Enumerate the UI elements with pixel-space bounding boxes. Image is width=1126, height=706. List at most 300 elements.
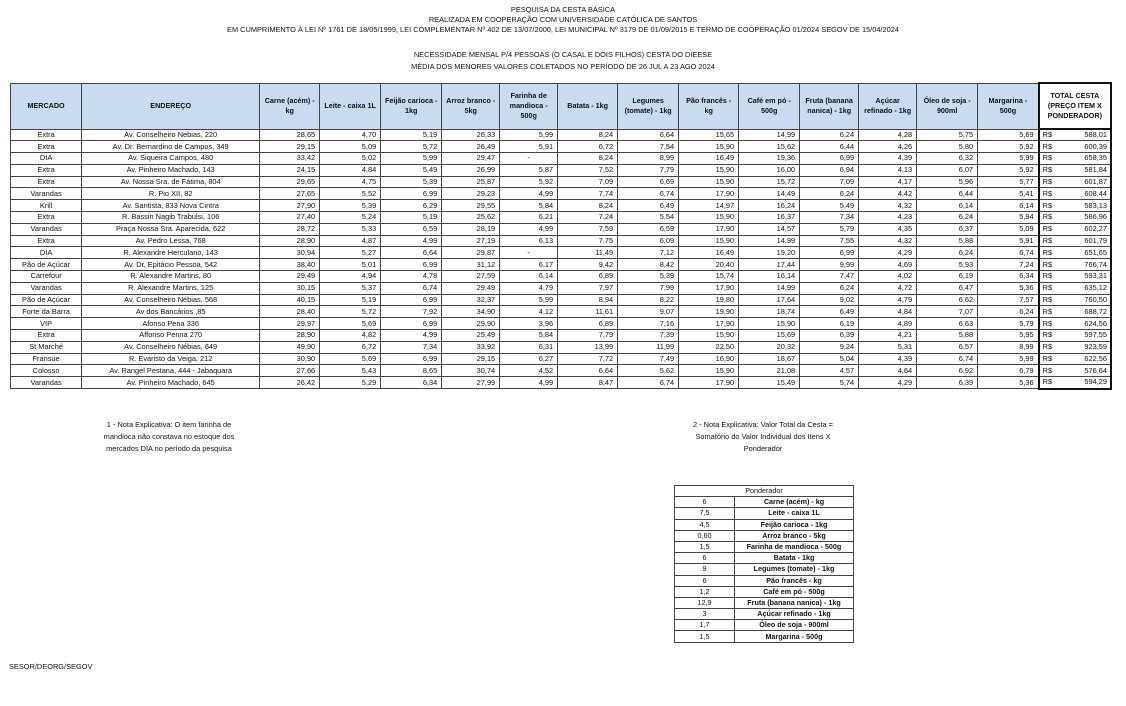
ponderador-item-name: Açúcar refinado - 1kg — [735, 609, 854, 620]
price-cell: 16,49 — [679, 247, 739, 259]
header-subtitle: REALIZADA EM COOPERAÇÃO COM UNIVERSIDADE CATÓLICA DE SANTOS — [428, 15, 698, 24]
price-cell: 18,74 — [739, 306, 800, 318]
currency-symbol: R$ — [1042, 330, 1053, 340]
price-cell: 27,19 — [442, 235, 500, 247]
price-cell: 30,90 — [260, 353, 320, 365]
ponderador-item-name: Arroz branco - 5kg — [735, 530, 854, 541]
price-cell: 15,90 — [679, 176, 739, 188]
ponderador-item-name: Feijão carioca - 1kg — [735, 519, 854, 530]
price-cell: 26,99 — [442, 164, 500, 176]
price-cell: 5,49 — [800, 200, 859, 212]
price-cell: 4,75 — [320, 176, 381, 188]
price-cell: 4,39 — [859, 353, 917, 365]
table-row — [11, 330, 1112, 342]
ponderador-item-name: Margarina - 500g — [735, 631, 854, 642]
price-cell: 15,90 — [679, 164, 739, 176]
market-cell: Carrefour — [11, 271, 82, 283]
price-cell: 6,21 — [500, 212, 558, 224]
address-cell: Av. Nossa Sra. de Fátima, 804 — [82, 176, 260, 188]
price-cell: 28,72 — [260, 223, 320, 235]
price-cell: 8,24 — [558, 200, 618, 212]
price-cell: 6,24 — [800, 282, 859, 294]
price-cell: 5,99 — [500, 129, 558, 141]
total-value: 576,64 — [1084, 365, 1107, 375]
ponderador-row — [675, 586, 854, 597]
price-cell: 4,82 — [320, 330, 381, 342]
price-cell: 14,49 — [739, 188, 800, 200]
market-cell: Varandas — [11, 223, 82, 235]
price-cell: 11,49 — [558, 247, 618, 259]
column-header-total: TOTAL CESTA (PREÇO ITEM X PONDERADOR) — [1039, 83, 1111, 129]
price-cell: 5,29 — [320, 377, 381, 389]
price-cell: 6,99 — [800, 247, 859, 259]
currency-symbol: R$ — [1042, 224, 1053, 234]
price-cell: 8,99 — [618, 153, 679, 165]
price-cell: 14,99 — [739, 282, 800, 294]
price-cell: 5,92 — [978, 141, 1039, 153]
price-cell: 29,65 — [260, 176, 320, 188]
column-header: Café em pó - 500g — [739, 83, 800, 129]
ponderador-header-row — [675, 486, 854, 497]
price-cell: 6,09 — [618, 235, 679, 247]
price-cell: 5,02 — [320, 153, 381, 165]
total-cell — [1039, 235, 1111, 247]
price-cell: 15,90 — [739, 318, 800, 330]
ponderador-row — [675, 530, 854, 541]
address-cell: Av. Dr. Bernardino de Campos, 349 — [82, 141, 260, 153]
column-header: Margarina - 500g — [978, 83, 1039, 129]
ponderador-item-name: Carne (acém) - kg — [735, 497, 854, 508]
price-cell: 16,14 — [739, 271, 800, 283]
price-cell: 27,65 — [260, 188, 320, 200]
price-cell: 6,14 — [978, 200, 1039, 212]
market-cell: Forte da Barra — [11, 306, 82, 318]
price-cell: 4,87 — [320, 235, 381, 247]
currency-symbol: R$ — [1042, 342, 1053, 352]
price-cell: 6,79 — [978, 365, 1039, 377]
total-cell — [1039, 200, 1111, 212]
total-value: 766,74 — [1084, 259, 1107, 269]
total-value: 622,56 — [1084, 354, 1107, 364]
price-cell: 5,39 — [320, 200, 381, 212]
ponderador-row — [675, 609, 854, 620]
market-cell: Extra — [11, 129, 82, 141]
price-cell: 24,15 — [260, 164, 320, 176]
price-cell: 15,90 — [679, 330, 739, 342]
ponderador-weight: 1,2 — [675, 586, 735, 597]
total-value: 651,65 — [1084, 247, 1107, 257]
total-value: 923,59 — [1084, 342, 1107, 352]
price-cell: 6,34 — [978, 271, 1039, 283]
price-cell: 6,14 — [917, 200, 978, 212]
price-cell: 5,99 — [381, 153, 442, 165]
table-header-row — [11, 83, 1112, 129]
total-cell — [1039, 318, 1111, 330]
ponderador-title: Ponderador — [675, 486, 854, 497]
note-2-line: Somatório do Valor Individual dos Itens X — [695, 432, 831, 441]
price-cell: 5,19 — [320, 294, 381, 306]
price-cell: 29,90 — [442, 318, 500, 330]
price-cell: 6,37 — [917, 223, 978, 235]
price-cell: 5,69 — [320, 353, 381, 365]
price-cell: 19,80 — [679, 294, 739, 306]
price-cell: 6,89 — [558, 271, 618, 283]
ponderador-row — [675, 519, 854, 530]
total-value: 588,01 — [1084, 130, 1107, 140]
note-1-line: 1 - Nota Explicativa: O item farinha de — [106, 420, 232, 429]
address-cell: R. Evaristo da Veiga, 212 — [82, 353, 260, 365]
price-cell: 25,87 — [442, 176, 500, 188]
price-cell: 5,04 — [800, 353, 859, 365]
ponderador-weight: 1,5 — [675, 631, 735, 642]
header-legal-reference: EM CUMPRIMENTO À LEI Nº 1761 DE 18/05/1999, LEI COMPLEMENTAR Nº 402 DE 13/07/2000, LEI MUNICIPAL Nº 3179 DE 01/09/2015 E TERMO DE COOPERAÇÃO 01/2024 SEGOV DE 15/04/2024 — [227, 25, 899, 34]
market-cell: Colosso — [11, 365, 82, 377]
note-2 — [680, 419, 846, 455]
price-cell: 5,99 — [500, 294, 558, 306]
price-cell: 6,24 — [917, 247, 978, 259]
price-cell: 6,19 — [800, 318, 859, 330]
price-cell: 27,66 — [260, 365, 320, 377]
price-cell: 6,24 — [800, 129, 859, 141]
total-value: 635,12 — [1084, 283, 1107, 293]
total-value: 608,44 — [1084, 188, 1107, 198]
total-value: 600,39 — [1084, 141, 1107, 151]
ponderador-row — [675, 597, 854, 608]
price-cell: 29,87 — [442, 247, 500, 259]
address-cell: Av. Conselheiro Nebias, 220 — [82, 129, 260, 141]
price-cell: 5,87 — [500, 164, 558, 176]
price-cell: 9,07 — [618, 306, 679, 318]
price-cell: 17,90 — [679, 377, 739, 389]
price-cell: 7,39 — [618, 330, 679, 342]
price-cell: 6,94 — [800, 164, 859, 176]
price-cell: 11,99 — [618, 341, 679, 353]
price-cell: 6,74 — [381, 282, 442, 294]
table-row — [11, 164, 1112, 176]
price-cell: 4,32 — [859, 235, 917, 247]
price-cell: 6,59 — [618, 223, 679, 235]
price-cell: 6,99 — [800, 153, 859, 165]
total-cell — [1039, 176, 1111, 188]
price-cell: 7,07 — [917, 306, 978, 318]
price-cell: 5,84 — [500, 200, 558, 212]
ponderador-item-name: Café em pó - 500g — [735, 586, 854, 597]
price-cell: 4,32 — [859, 200, 917, 212]
price-cell: 15,72 — [739, 176, 800, 188]
table-row — [11, 200, 1112, 212]
price-cell: 26,49 — [442, 141, 500, 153]
currency-symbol: R$ — [1042, 365, 1053, 375]
column-header: Arroz branco - 5kg — [442, 83, 500, 129]
price-cell: 14,99 — [739, 235, 800, 247]
ponderador-weight: 4,5 — [675, 519, 735, 530]
price-cell: 5,79 — [800, 223, 859, 235]
price-cell: 29,49 — [260, 271, 320, 283]
market-cell: DIA — [11, 153, 82, 165]
address-cell: Afonso Pena 336 — [82, 318, 260, 330]
price-cell: 8,99 — [978, 341, 1039, 353]
currency-symbol: R$ — [1042, 236, 1053, 246]
price-cell: 5,91 — [978, 235, 1039, 247]
ponderador-item-name: Legumes (tomate) - 1kg — [735, 564, 854, 575]
price-cell: 7,16 — [618, 318, 679, 330]
price-cell: 7,09 — [558, 176, 618, 188]
price-cell: 5,88 — [917, 330, 978, 342]
price-cell: 6,39 — [800, 330, 859, 342]
price-cell: 6,07 — [917, 164, 978, 176]
price-cell: - — [500, 247, 558, 259]
market-cell: Extra — [11, 141, 82, 153]
address-cell: Av. Pinheiro Machado, 143 — [82, 164, 260, 176]
address-cell: R. Alexandre Herculano, 143 — [82, 247, 260, 259]
price-cell: 18,67 — [739, 353, 800, 365]
table-row — [11, 353, 1112, 365]
price-cell: 5,09 — [320, 141, 381, 153]
price-cell: 4,28 — [859, 129, 917, 141]
price-cell: 6,17 — [500, 259, 558, 271]
ponderador-table — [674, 485, 854, 643]
total-value: 594,29 — [1084, 377, 1107, 387]
price-cell: 6,99 — [381, 294, 442, 306]
price-cell: 5,79 — [978, 318, 1039, 330]
market-cell: Extra — [11, 330, 82, 342]
price-cell: 5,19 — [381, 129, 442, 141]
address-cell: Praça Nossa Sra. Aparecida, 622 — [82, 223, 260, 235]
price-cell: 4,69 — [859, 259, 917, 271]
table-row — [11, 318, 1112, 330]
market-cell: St Marché — [11, 341, 82, 353]
price-cell: 6,44 — [800, 141, 859, 153]
total-cell — [1039, 212, 1111, 224]
price-cell: 8,47 — [558, 377, 618, 389]
total-value: 593,31 — [1084, 271, 1107, 281]
ponderador-row — [675, 553, 854, 564]
price-cell: 5,36 — [978, 377, 1039, 389]
ponderador-row — [675, 575, 854, 586]
price-cell: 7,72 — [558, 353, 618, 365]
table-row — [11, 176, 1112, 188]
price-cell: 5,37 — [320, 282, 381, 294]
price-cell: 5,41 — [978, 188, 1039, 200]
price-cell: 4,84 — [859, 306, 917, 318]
price-cell: 6,62 — [917, 294, 978, 306]
total-cell — [1039, 365, 1111, 377]
total-cell — [1039, 223, 1111, 235]
total-cell — [1039, 282, 1111, 294]
price-cell: 5,69 — [978, 129, 1039, 141]
column-header: Pão francês - kg — [679, 83, 739, 129]
table-row — [11, 129, 1112, 141]
price-cell: 6,69 — [618, 176, 679, 188]
price-cell: 6,59 — [381, 223, 442, 235]
price-cell: 8,24 — [558, 153, 618, 165]
price-cell: 5,54 — [618, 212, 679, 224]
price-cell: 15,90 — [679, 141, 739, 153]
address-cell: R. Bassin Nagib Trabulsi, 106 — [82, 212, 260, 224]
address-cell: Av. Siqueira Campos, 480 — [82, 153, 260, 165]
ponderador-weight: 3 — [675, 609, 735, 620]
price-cell: 28,40 — [260, 306, 320, 318]
price-cell: 7,75 — [558, 235, 618, 247]
price-cell: 4,52 — [500, 365, 558, 377]
price-table — [10, 82, 1112, 390]
price-cell: 7,79 — [618, 164, 679, 176]
ponderador-weight: 6 — [675, 553, 735, 564]
price-cell: 7,52 — [558, 164, 618, 176]
ponderador-weight: 1,7 — [675, 620, 735, 631]
price-cell: 17,90 — [679, 223, 739, 235]
price-cell: 27,40 — [260, 212, 320, 224]
price-cell: 8,65 — [381, 365, 442, 377]
currency-symbol: R$ — [1042, 200, 1053, 210]
footer-department: SESOR/DEORG/SEGOV — [9, 662, 93, 671]
price-cell: 4,26 — [859, 141, 917, 153]
price-cell: 5,80 — [917, 141, 978, 153]
price-cell: 6,47 — [917, 282, 978, 294]
price-cell: 4,35 — [859, 223, 917, 235]
price-cell: 28,90 — [260, 330, 320, 342]
table-row — [11, 341, 1112, 353]
price-cell: 29,97 — [260, 318, 320, 330]
price-cell: 6,64 — [558, 365, 618, 377]
column-header: Feijão carioca - 1kg — [381, 83, 442, 129]
price-cell: 6,72 — [558, 141, 618, 153]
price-cell: 31,12 — [442, 259, 500, 271]
price-cell: 4,70 — [320, 129, 381, 141]
price-cell: 5,77 — [978, 176, 1039, 188]
market-cell: Krill — [11, 200, 82, 212]
price-cell: 7,47 — [800, 271, 859, 283]
price-cell: 5,09 — [978, 223, 1039, 235]
price-cell: 7,74 — [558, 188, 618, 200]
price-cell: 9,02 — [800, 294, 859, 306]
price-cell: 26,42 — [260, 377, 320, 389]
ponderador-row — [675, 631, 854, 642]
price-cell: 30,74 — [442, 365, 500, 377]
price-cell: 15,49 — [739, 377, 800, 389]
price-cell: 32,37 — [442, 294, 500, 306]
total-value: 602,27 — [1084, 224, 1107, 234]
price-cell: 19,36 — [739, 153, 800, 165]
price-cell: 29,23 — [442, 188, 500, 200]
currency-symbol: R$ — [1042, 130, 1053, 140]
ponderador-item-name: Batata - 1kg — [735, 553, 854, 564]
price-cell: 5,92 — [500, 176, 558, 188]
market-cell: DIA — [11, 247, 82, 259]
currency-symbol: R$ — [1042, 153, 1053, 163]
price-cell: 6,32 — [917, 153, 978, 165]
price-cell: 6,19 — [917, 271, 978, 283]
price-cell: 5,72 — [381, 141, 442, 153]
price-cell: 4,99 — [500, 377, 558, 389]
price-cell: 7,92 — [381, 306, 442, 318]
ponderador-weight: 12,9 — [675, 597, 735, 608]
price-cell: 33,42 — [260, 153, 320, 165]
column-header: Óleo de soja - 900ml — [917, 83, 978, 129]
price-cell: 5,84 — [500, 330, 558, 342]
price-cell: 8,24 — [558, 129, 618, 141]
price-cell: 17,64 — [739, 294, 800, 306]
price-cell: 30,94 — [260, 247, 320, 259]
total-cell — [1039, 353, 1111, 365]
price-cell: 4,12 — [500, 306, 558, 318]
total-cell — [1039, 247, 1111, 259]
table-row — [11, 365, 1112, 377]
price-cell: 4,23 — [859, 212, 917, 224]
price-cell: 6,49 — [618, 200, 679, 212]
ponderador-body — [675, 497, 854, 642]
price-cell: 4,99 — [500, 188, 558, 200]
price-cell: 6,99 — [381, 318, 442, 330]
price-cell: 8,22 — [618, 294, 679, 306]
currency-symbol: R$ — [1042, 177, 1053, 187]
total-cell — [1039, 271, 1111, 283]
price-cell: 14,57 — [739, 223, 800, 235]
total-value: 601,87 — [1084, 177, 1107, 187]
price-cell: 9,24 — [800, 341, 859, 353]
total-cell — [1039, 330, 1111, 342]
address-cell: Av. Conselheiro Nébias, 649 — [82, 341, 260, 353]
price-cell: 16,49 — [679, 153, 739, 165]
price-cell: 7,97 — [558, 282, 618, 294]
price-cell: 25,62 — [442, 212, 500, 224]
price-cell: 4,39 — [859, 153, 917, 165]
table-row — [11, 282, 1112, 294]
price-cell: 17,90 — [679, 318, 739, 330]
market-cell: Extra — [11, 176, 82, 188]
price-cell: 16,37 — [739, 212, 800, 224]
market-cell: Varandas — [11, 282, 82, 294]
total-cell — [1039, 341, 1111, 353]
price-cell: 5,39 — [618, 271, 679, 283]
total-value: 586,96 — [1084, 212, 1107, 222]
price-cell: 4,29 — [859, 377, 917, 389]
table-row — [11, 235, 1112, 247]
price-cell: 6,39 — [917, 377, 978, 389]
price-cell: 6,74 — [618, 377, 679, 389]
price-cell: 5,69 — [320, 318, 381, 330]
table-row — [11, 271, 1112, 283]
price-cell: 33,92 — [442, 341, 500, 353]
currency-symbol: R$ — [1042, 306, 1053, 316]
total-cell — [1039, 153, 1111, 165]
header-basket-description: NECESSIDADE MENSAL P/4 PESSOAS (O CASAL E DOIS FILHOS) CESTA DO DIEESE — [413, 50, 713, 59]
price-cell: 11,61 — [558, 306, 618, 318]
currency-symbol: R$ — [1042, 141, 1053, 151]
price-cell: 4,13 — [859, 164, 917, 176]
address-cell: Av. Dr. Epitácio Pessoa, 542 — [82, 259, 260, 271]
note-1 — [96, 419, 242, 455]
price-cell: 7,49 — [618, 353, 679, 365]
ponderador-row — [675, 620, 854, 631]
price-cell: 5,01 — [320, 259, 381, 271]
ponderador-row — [675, 564, 854, 575]
price-cell: 6,99 — [381, 353, 442, 365]
total-cell — [1039, 188, 1111, 200]
price-cell: 6,99 — [381, 259, 442, 271]
total-value: 601,79 — [1084, 236, 1107, 246]
currency-symbol: R$ — [1042, 247, 1053, 257]
currency-symbol: R$ — [1042, 295, 1053, 305]
price-cell: 13,99 — [558, 341, 618, 353]
total-cell — [1039, 141, 1111, 153]
price-cell: 4,64 — [859, 365, 917, 377]
price-cell: 7,12 — [618, 247, 679, 259]
price-cell: 14,97 — [679, 200, 739, 212]
address-cell: Av. Pedro Lessa, 768 — [82, 235, 260, 247]
price-cell: 49,90 — [260, 341, 320, 353]
price-cell: 6,14 — [500, 271, 558, 283]
